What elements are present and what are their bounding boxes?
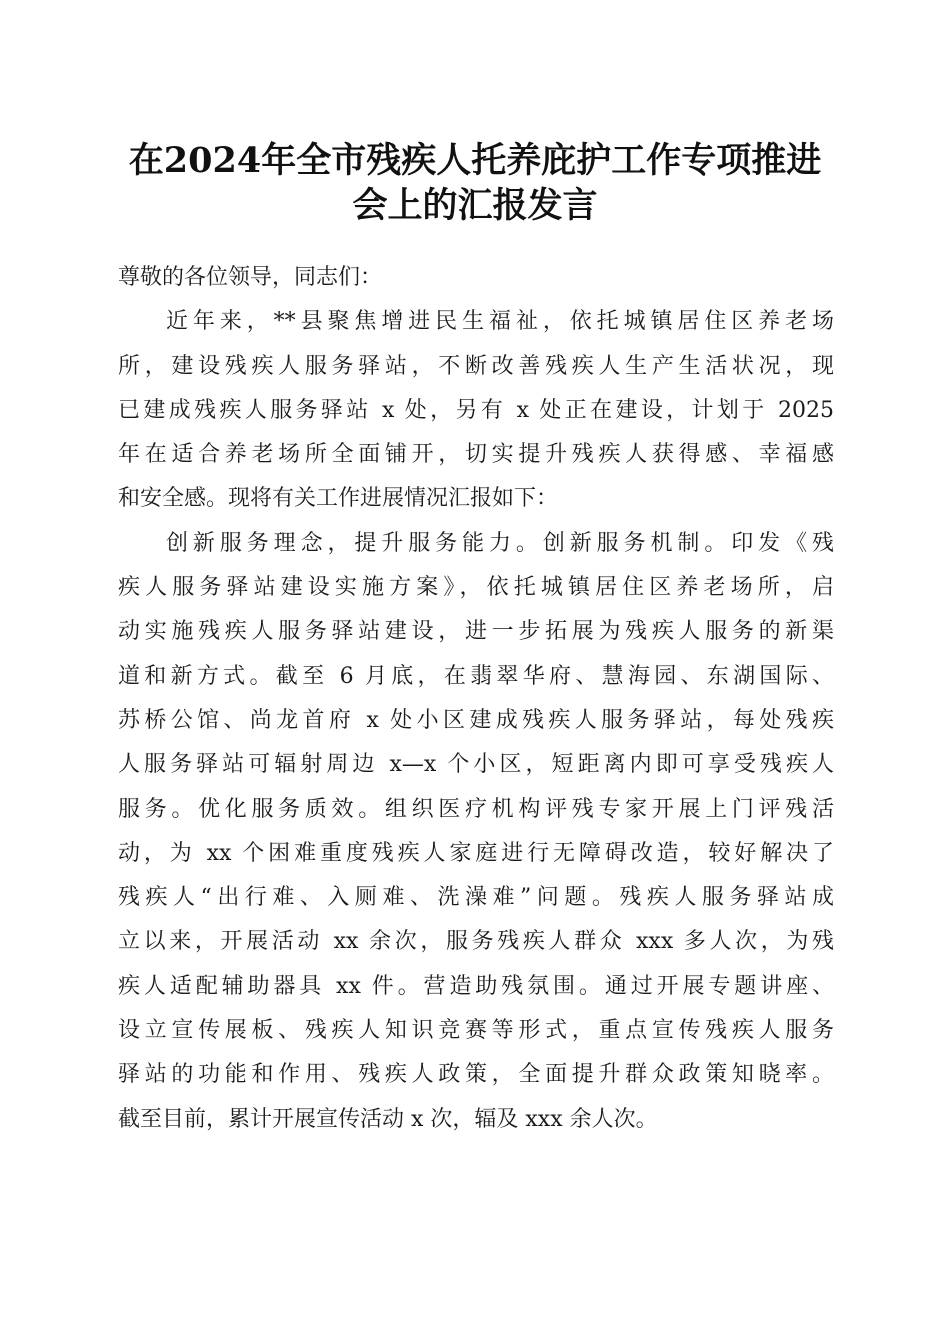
paragraph-line: 道和新方式。截至 6 月底，在翡翠华府、慧海园、东湖国际、 (118, 663, 834, 689)
paragraph-line: 动实施残疾人服务驿站建设，进一步拓展为残疾人服务的新渠 (118, 619, 834, 645)
paragraph-line: 残疾人“出行难、入厕难、洗澡难”问题。残疾人服务驿站成 (118, 885, 834, 911)
paragraph-line: 已建成残疾人服务驿站 x 处，另有 x 处正在建设，计划于 2025 (118, 397, 834, 423)
paragraph-line: 疾人适配辅助器具 xx 件。营造助残氛围。通过开展专题讲座、 (118, 973, 834, 999)
document-body (118, 256, 834, 1142)
paragraph-1 (118, 300, 834, 521)
paragraph-line: 近年来，**县聚焦增进民生福祉，依托城镇居住区养老场 (166, 309, 834, 335)
paragraph-line: 和安全感。现将有关工作进展情况汇报如下： (118, 486, 559, 512)
paragraph-line: 苏桥公馆、尚龙首府 x 处小区建成残疾人服务驿站，每处残疾 (118, 707, 834, 733)
paragraph-line: 截至目前，累计开展宣传活动 x 次，辐及 xxx 余人次。 (118, 1106, 658, 1132)
title-line-2: 会上的汇报发言 (352, 185, 598, 226)
paragraph-line: 疾人服务驿站建设实施方案》，依托城镇居住区养老场所，启 (118, 575, 834, 601)
paragraph-2 (118, 522, 834, 1142)
paragraph-line: 人服务驿站可辐射周边 x—x 个小区，短距离内即可享受残疾人 (118, 752, 834, 778)
paragraph-line: 设立宣传展板、残疾人知识竞赛等形式，重点宣传残疾人服务 (118, 1018, 834, 1044)
paragraph-line: 创新服务理念，提升服务能力。创新服务机制。印发《残 (166, 530, 834, 556)
paragraph-line: 驿站的功能和作用、残疾人政策，全面提升群众政策知晓率。 (118, 1062, 834, 1088)
title-line-1: 在2024年全市残疾人托养庇护工作专项推进 (128, 140, 822, 181)
paragraph-line: 年在适合养老场所全面铺开，切实提升残疾人获得感、幸福感 (118, 442, 834, 468)
paragraph-line: 动，为 xx 个困难重度残疾人家庭进行无障碍改造，较好解决了 (118, 840, 834, 866)
salutation: 尊敬的各位领导，同志们： (118, 265, 383, 290)
paragraph-line: 服务。优化服务质效。组织医疗机构评残专家开展上门评残活 (118, 796, 834, 822)
document-title (110, 138, 840, 228)
paragraph-line: 立以来，开展活动 xx 余次，服务残疾人群众 xxx 多人次，为残 (118, 929, 834, 955)
paragraph-line: 所，建设残疾人服务驿站，不断改善残疾人生产生活状况，现 (118, 353, 834, 379)
